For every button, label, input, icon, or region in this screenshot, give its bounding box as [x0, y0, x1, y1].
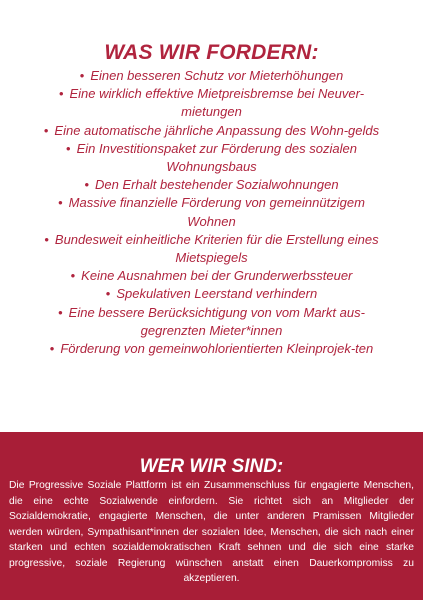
- bullet-icon: •: [49, 341, 55, 357]
- list-item: [42, 285, 382, 303]
- list-item: [42, 176, 382, 194]
- bullet-icon: •: [43, 122, 49, 138]
- bullet-icon: •: [58, 304, 63, 320]
- list-item: [42, 67, 382, 85]
- list-item-text: Eine automatische jährliche Anpassung des Wohn-gelds: [54, 122, 380, 138]
- list-item: [42, 267, 382, 285]
- bullet-icon: •: [105, 286, 111, 302]
- list-item-text: Eine bessere Berücksichtigung von vom Markt aus-gegrenzten Mieter*innen: [68, 304, 365, 338]
- bullet-icon: •: [58, 86, 64, 102]
- bullet-icon: •: [58, 195, 63, 211]
- about-section: [0, 432, 423, 600]
- list-item-text: Einen besseren Schutz vor Mieterhöhungen: [90, 68, 344, 83]
- list-item: [42, 340, 382, 358]
- bullet-icon: •: [66, 140, 71, 156]
- list-item: [42, 231, 382, 267]
- about-paragraph: Die Progressive Soziale Plattform ist ein Zusammenschluss für engagierte Menschen, die eine echte Sozialwende einfordern. Sie richtet sich an Mitglieder der Sozialdemokratie, engagierte Menschen, die unter anderen Pramissen Mitglieder werden würden, Sympathisant*innen der sozialen Idee, Menschen, die sich nach einer starken und echten sozialdemokratischen Kraft sehnen und die sich eine starke progressive, soziale Regierung wünschen anstatt einen Dauerkompromiss zu akzeptieren.: [9, 480, 414, 584]
- list-item: [42, 122, 382, 140]
- list-item-text: Keine Ausnahmen bei der Grunderwerbssteuer: [81, 268, 353, 284]
- about-heading: WER WIR SIND:: [139, 456, 284, 477]
- list-item-text: Massive finanzielle Förderung von gemeinnützigem Wohnen: [68, 195, 365, 229]
- demands-heading: WAS WIR FORDERN:: [104, 41, 319, 64]
- bullet-icon: •: [84, 177, 89, 193]
- list-item-text: Eine wirklich effektive Mietpreisbremse bei Neuver-mietungen: [69, 86, 365, 120]
- list-item-text: Bundesweit einheitliche Kriterien für die Erstellung eines Mietspiegels: [54, 231, 379, 266]
- list-item-text: Den Erhalt bestehender Sozialwohnungen: [95, 177, 339, 193]
- list-item: [42, 194, 382, 230]
- list-item: [42, 85, 382, 121]
- bullet-icon: •: [70, 268, 76, 284]
- bullet-icon: •: [79, 68, 85, 83]
- bullet-icon: •: [44, 231, 49, 247]
- list-item-text: Spekulativen Leerstand verhindern: [116, 286, 318, 302]
- list-item: [42, 140, 382, 176]
- list-item: [42, 304, 382, 340]
- list-item-text: Ein Investitionspaket zur Förderung des sozialen Wohnungsbaus: [76, 140, 357, 175]
- demands-list: [0, 67, 423, 358]
- list-item-text: Förderung von gemeinwohlorientierten Kleinprojek-ten: [60, 341, 374, 357]
